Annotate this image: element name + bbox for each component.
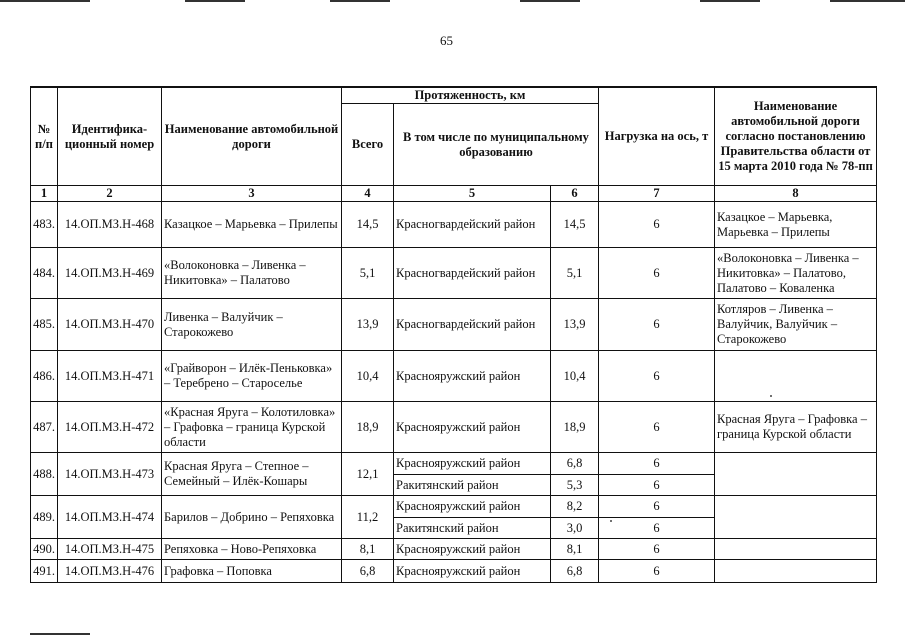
district-length: 8,1 (551, 539, 599, 560)
district: Краснояружский район (394, 539, 551, 560)
district: Краснояружский район (394, 560, 551, 583)
header-axle-load: Нагрузка на ось, т (599, 87, 715, 186)
district: Краснояружский район (394, 351, 551, 402)
header-including: В том числе по муниципальному образованию (394, 104, 599, 186)
roads-table (30, 86, 877, 583)
row-number: 489. (31, 496, 58, 539)
decree-name (715, 351, 877, 402)
total-length: 18,9 (342, 402, 394, 453)
axle-load: 6 (599, 496, 715, 518)
district-length: 5,3 (551, 475, 599, 496)
table-row (31, 560, 877, 583)
district: Красногвардейский район (394, 248, 551, 299)
table-row (31, 402, 877, 453)
total-length: 11,2 (342, 496, 394, 539)
district: Ракитянский район (394, 518, 551, 539)
row-number: 490. (31, 539, 58, 560)
row-number: 485. (31, 299, 58, 351)
road-id: 14.ОП.МЗ.Н-470 (58, 299, 162, 351)
table-row (31, 202, 877, 248)
total-length: 14,5 (342, 202, 394, 248)
col-number: 5 (394, 186, 551, 202)
axle-load: 6 (599, 351, 715, 402)
road-name: Графовка – Поповка (162, 560, 342, 583)
road-id: 14.ОП.МЗ.Н-476 (58, 560, 162, 583)
row-number: 488. (31, 453, 58, 496)
table-row (31, 496, 877, 518)
header-decree-name: Наименование автомобильной дороги согласно постановлению Правительства области от 15 марта 2010 года № 78-пп (715, 87, 877, 186)
scan-speck (770, 395, 772, 397)
district: Краснояружский район (394, 402, 551, 453)
road-id: 14.ОП.МЗ.Н-469 (58, 248, 162, 299)
road-name: Репяховка – Ново-Репяховка (162, 539, 342, 560)
col-number: 1 (31, 186, 58, 202)
district-length: 18,9 (551, 402, 599, 453)
road-id: 14.ОП.МЗ.Н-472 (58, 402, 162, 453)
header-row-top (31, 87, 877, 104)
decree-name (715, 453, 877, 496)
axle-load: 6 (599, 202, 715, 248)
road-id: 14.ОП.МЗ.Н-474 (58, 496, 162, 539)
district-length: 3,0 (551, 518, 599, 539)
bottom-edge-mark (30, 633, 90, 635)
page-number: 65 (440, 33, 453, 48)
axle-load: 6 (599, 402, 715, 453)
decree-name (715, 496, 877, 539)
header-num: № п/п (31, 87, 58, 186)
district-length: 6,8 (551, 453, 599, 475)
total-length: 10,4 (342, 351, 394, 402)
table-row (31, 351, 877, 402)
road-id: 14.ОП.МЗ.Н-475 (58, 539, 162, 560)
header-total: Всего (342, 104, 394, 186)
decree-name: «Волоконовка – Ливенка – Никитовка» – Палатово, Палатово – Коваленка (715, 248, 877, 299)
road-id: 14.ОП.МЗ.Н-471 (58, 351, 162, 402)
col-number: 3 (162, 186, 342, 202)
district: Краснояружский район (394, 453, 551, 475)
decree-name (715, 539, 877, 560)
district: Ракитянский район (394, 475, 551, 496)
total-length: 5,1 (342, 248, 394, 299)
road-id: 14.ОП.МЗ.Н-473 (58, 453, 162, 496)
col-number: 8 (715, 186, 877, 202)
axle-load: 6 (599, 518, 715, 539)
total-length: 13,9 (342, 299, 394, 351)
district-length: 6,8 (551, 560, 599, 583)
district: Красногвардейский район (394, 202, 551, 248)
axle-load: 6 (599, 560, 715, 583)
row-number: 491. (31, 560, 58, 583)
header-id: Идентифика-ционный номер (58, 87, 162, 186)
table-row (31, 299, 877, 351)
district-length: 14,5 (551, 202, 599, 248)
road-name: Ливенка – Валуйчик – Старокожево (162, 299, 342, 351)
row-number: 487. (31, 402, 58, 453)
road-name: «Грайворон – Илёк-Пеньковка» – Теребрено – Староселье (162, 351, 342, 402)
table-row (31, 248, 877, 299)
scan-speck (610, 520, 612, 522)
top-edge-marks (0, 0, 905, 3)
district-length: 13,9 (551, 299, 599, 351)
decree-name: Котляров – Ливенка – Валуйчик, Валуйчик – Старокожево (715, 299, 877, 351)
col-number: 4 (342, 186, 394, 202)
header-length: Протяженность, км (342, 87, 599, 104)
decree-name: Казацкое – Марьевка, Марьевка – Прилепы (715, 202, 877, 248)
district: Красногвардейский район (394, 299, 551, 351)
total-length: 12,1 (342, 453, 394, 496)
axle-load: 6 (599, 453, 715, 475)
district: Краснояружский район (394, 496, 551, 518)
total-length: 8,1 (342, 539, 394, 560)
district-length: 8,2 (551, 496, 599, 518)
road-name: Казацкое – Марьевка – Прилепы (162, 202, 342, 248)
col-number: 6 (551, 186, 599, 202)
table-row (31, 453, 877, 475)
total-length: 6,8 (342, 560, 394, 583)
axle-load: 6 (599, 539, 715, 560)
col-number: 7 (599, 186, 715, 202)
row-number: 484. (31, 248, 58, 299)
road-name: «Красная Яруга – Колотиловка» – Графовка – граница Курской области (162, 402, 342, 453)
column-numbers-row (31, 186, 877, 202)
decree-name (715, 560, 877, 583)
row-number: 486. (31, 351, 58, 402)
road-name: Барилов – Добрино – Репяховка (162, 496, 342, 539)
table-row (31, 539, 877, 560)
axle-load: 6 (599, 248, 715, 299)
road-name: «Волоконовка – Ливенка – Никитовка» – Палатово (162, 248, 342, 299)
district-length: 5,1 (551, 248, 599, 299)
road-id: 14.ОП.МЗ.Н-468 (58, 202, 162, 248)
district-length: 10,4 (551, 351, 599, 402)
axle-load: 6 (599, 475, 715, 496)
header-road-name: Наименование автомобильной дороги (162, 87, 342, 186)
axle-load: 6 (599, 299, 715, 351)
decree-name: Красная Яруга – Графовка – граница Курской области (715, 402, 877, 453)
road-name: Красная Яруга – Степное – Семейный – Илёк-Кошары (162, 453, 342, 496)
col-number: 2 (58, 186, 162, 202)
row-number: 483. (31, 202, 58, 248)
